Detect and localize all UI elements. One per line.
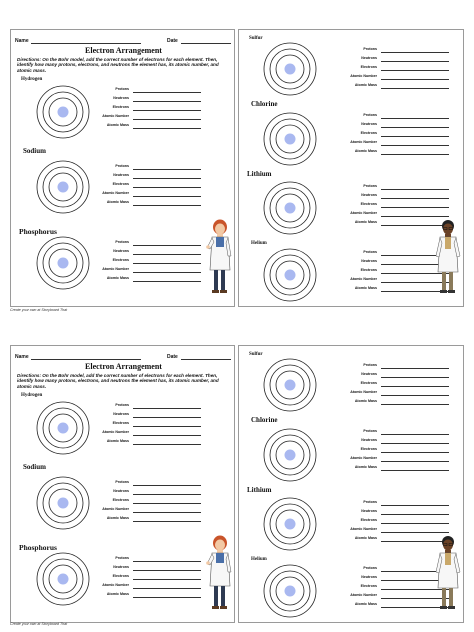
field-label: Protons [115, 556, 129, 560]
field-row-electrons[interactable] [349, 447, 449, 454]
bohr-model-helium[interactable] [263, 248, 317, 302]
field-row-atomic-mass[interactable] [349, 83, 449, 90]
field-row-electrons[interactable] [349, 131, 449, 138]
field-label: Electrons [112, 182, 129, 186]
bohr-model-helium[interactable] [263, 564, 317, 618]
bohr-rings [36, 236, 90, 290]
answer-line[interactable] [381, 523, 449, 524]
scientist-woman-illustration [204, 218, 234, 303]
field-row-protons[interactable] [349, 113, 449, 120]
bohr-rings [263, 181, 317, 235]
field-label: Atomic Number [350, 74, 377, 78]
field-label: Protons [115, 480, 129, 484]
field-label: Protons [363, 363, 377, 367]
field-row-neutrons[interactable] [349, 193, 449, 200]
field-label: Atomic Mass [354, 220, 377, 224]
field-row-atomic-mass[interactable] [101, 276, 201, 283]
field-label: Protons [115, 240, 129, 244]
answer-line[interactable] [133, 512, 201, 513]
field-row-protons[interactable] [101, 164, 201, 171]
answer-line[interactable] [133, 101, 201, 102]
field-label: Atomic Number [350, 277, 377, 281]
field-label: Protons [115, 87, 129, 91]
bohr-model-lithium[interactable] [263, 497, 317, 551]
field-row-protons[interactable] [349, 184, 449, 191]
answer-line[interactable] [133, 588, 201, 589]
answer-line[interactable] [381, 198, 449, 199]
worksheet-right-page [238, 345, 464, 623]
field-label: Protons [115, 164, 129, 168]
answer-line[interactable] [381, 52, 449, 53]
answer-line[interactable] [381, 532, 449, 533]
field-label: Electrons [360, 65, 377, 69]
element-name-sodium: Sodium [23, 463, 46, 471]
answer-line[interactable] [133, 444, 201, 445]
answer-line[interactable] [381, 189, 449, 190]
field-label: Electrons [112, 574, 129, 578]
field-row-protons[interactable] [101, 403, 201, 410]
answer-line[interactable] [381, 79, 449, 80]
bohr-model-sodium[interactable] [36, 160, 90, 214]
answer-line[interactable] [133, 169, 201, 170]
field-row-neutrons[interactable] [349, 438, 449, 445]
element-name-sulfur: Sulfur [249, 36, 263, 41]
answer-line[interactable] [381, 377, 449, 378]
field-label: Neutrons [113, 565, 129, 569]
field-row-atomic-mass[interactable] [349, 149, 449, 156]
field-label: Atomic Mass [106, 123, 129, 127]
field-label: Atomic Mass [106, 516, 129, 520]
answer-line[interactable] [133, 426, 201, 427]
answer-line[interactable] [133, 281, 201, 282]
field-row-protons[interactable] [101, 556, 201, 563]
answer-line[interactable] [381, 118, 449, 119]
date-label: Date [167, 354, 178, 360]
answer-line[interactable] [381, 207, 449, 208]
worksheet-copy-bottom [0, 316, 474, 632]
bohr-rings [263, 564, 317, 618]
directions-text: Directions: On the Bohr model, add the correct number of electrons for each element. Then, identify how many protons, electrons, and neutrons the element has, its atomic number, and atomic mass. [17, 373, 219, 389]
answer-line[interactable] [133, 119, 201, 120]
field-row-atomic-mass[interactable] [101, 123, 201, 130]
field-row-atomic-mass[interactable] [101, 516, 201, 523]
scientist-man-illustration [433, 534, 463, 619]
field-label: Atomic Mass [354, 602, 377, 606]
field-label: Atomic Number [350, 456, 377, 460]
answer-line[interactable] [381, 368, 449, 369]
field-label: Electrons [112, 498, 129, 502]
field-label: Atomic Number [350, 527, 377, 531]
bohr-rings [263, 428, 317, 482]
field-row-neutrons[interactable] [349, 372, 449, 379]
field-label: Protons [363, 47, 377, 51]
answer-line[interactable] [133, 110, 201, 111]
field-label: Electrons [360, 202, 377, 206]
element-name-sodium: Sodium [23, 147, 46, 155]
answer-line[interactable] [133, 205, 201, 206]
answer-line[interactable] [381, 127, 449, 128]
bohr-rings [36, 401, 90, 455]
field-label: Atomic Number [350, 390, 377, 394]
field-row-neutrons[interactable] [349, 56, 449, 63]
field-label: Neutrons [361, 56, 377, 60]
date-line[interactable] [181, 359, 231, 360]
footer-credit: Create your own at Storyboard That [10, 308, 68, 312]
element-name-lithium: Lithium [247, 170, 272, 178]
name-line[interactable] [31, 43, 141, 44]
field-label: Atomic Number [102, 191, 129, 195]
field-row-atomic-number[interactable] [349, 390, 449, 397]
field-row-electrons[interactable] [101, 498, 201, 505]
field-label: Atomic Mass [354, 286, 377, 290]
field-row-atomic-number[interactable] [101, 191, 201, 198]
field-label: Atomic Mass [354, 465, 377, 469]
element-name-sulfur: Sulfur [249, 352, 263, 357]
answer-line[interactable] [133, 187, 201, 188]
date-label: Date [167, 38, 178, 44]
bohr-model-sulfur[interactable] [263, 358, 317, 412]
field-row-protons[interactable] [349, 500, 449, 507]
field-label: Atomic Number [350, 140, 377, 144]
field-row-neutrons[interactable] [101, 249, 201, 256]
bohr-rings [36, 85, 90, 139]
element-name-hydrogen: Hydrogen [21, 393, 43, 398]
field-row-electrons[interactable] [101, 182, 201, 189]
field-row-electrons[interactable] [101, 105, 201, 112]
answer-line[interactable] [133, 245, 201, 246]
field-row-electrons[interactable] [349, 65, 449, 72]
field-label: Electrons [112, 105, 129, 109]
field-label: Protons [115, 403, 129, 407]
field-row-atomic-number[interactable] [349, 527, 449, 534]
bohr-model-chlorine[interactable] [263, 428, 317, 482]
bohr-model-phosphorus[interactable] [36, 552, 90, 606]
element-name-hydrogen: Hydrogen [21, 77, 43, 82]
footer-credit: Create your own at Storyboard That [10, 622, 68, 626]
worksheet-title: Electron Arrangement [85, 362, 162, 371]
answer-line[interactable] [133, 196, 201, 197]
field-row-atomic-mass[interactable] [101, 200, 201, 207]
field-label: Neutrons [361, 193, 377, 197]
worksheet-left-page [10, 345, 235, 623]
field-label: Electrons [360, 268, 377, 272]
answer-line[interactable] [133, 408, 201, 409]
field-label: Atomic Number [350, 593, 377, 597]
bohr-rings [263, 42, 317, 96]
scientist-man-illustration [433, 218, 463, 303]
answer-line[interactable] [381, 70, 449, 71]
field-label: Neutrons [361, 509, 377, 513]
field-row-atomic-number[interactable] [101, 583, 201, 590]
field-row-electrons[interactable] [349, 381, 449, 388]
answer-line[interactable] [381, 145, 449, 146]
bohr-rings [263, 112, 317, 166]
answer-line[interactable] [381, 136, 449, 137]
element-name-phosphorus: Phosphorus [19, 543, 57, 552]
field-label: Neutrons [113, 489, 129, 493]
field-label: Neutrons [113, 173, 129, 177]
field-label: Atomic Mass [106, 592, 129, 596]
field-row-electrons[interactable] [349, 202, 449, 209]
field-row-protons[interactable] [101, 480, 201, 487]
field-label: Protons [363, 184, 377, 188]
field-label: Neutrons [361, 259, 377, 263]
answer-line[interactable] [133, 435, 201, 436]
field-label: Electrons [360, 131, 377, 135]
field-row-protons[interactable] [349, 363, 449, 370]
answer-line[interactable] [381, 443, 449, 444]
answer-line[interactable] [381, 470, 449, 471]
bohr-model-lithium[interactable] [263, 181, 317, 235]
field-row-neutrons[interactable] [101, 565, 201, 572]
field-label: Protons [363, 429, 377, 433]
field-label: Atomic Mass [106, 200, 129, 204]
field-row-neutrons[interactable] [101, 489, 201, 496]
field-label: Neutrons [361, 372, 377, 376]
field-row-atomic-mass[interactable] [101, 439, 201, 446]
answer-line[interactable] [133, 494, 201, 495]
field-row-atomic-mass[interactable] [349, 399, 449, 406]
field-row-protons[interactable] [101, 240, 201, 247]
field-label: Neutrons [113, 96, 129, 100]
field-label: Atomic Mass [106, 276, 129, 280]
worksheet-title: Electron Arrangement [85, 46, 162, 55]
answer-line[interactable] [133, 92, 201, 93]
field-label: Atomic Mass [354, 399, 377, 403]
field-label: Atomic Mass [354, 149, 377, 153]
bohr-model-hydrogen[interactable] [36, 401, 90, 455]
field-label: Electrons [112, 421, 129, 425]
bohr-rings [36, 552, 90, 606]
field-row-atomic-number[interactable] [101, 114, 201, 121]
answer-line[interactable] [381, 404, 449, 405]
answer-line[interactable] [133, 579, 201, 580]
field-row-neutrons[interactable] [101, 173, 201, 180]
field-label: Protons [363, 566, 377, 570]
field-row-atomic-number[interactable] [349, 456, 449, 463]
answer-line[interactable] [133, 485, 201, 486]
answer-line[interactable] [133, 570, 201, 571]
field-label: Atomic Number [102, 583, 129, 587]
element-name-phosphorus: Phosphorus [19, 227, 57, 236]
answer-line[interactable] [381, 88, 449, 89]
field-row-atomic-mass[interactable] [101, 592, 201, 599]
field-label: Electrons [360, 381, 377, 385]
field-row-atomic-number[interactable] [101, 430, 201, 437]
field-row-atomic-number[interactable] [101, 267, 201, 274]
field-row-atomic-number[interactable] [101, 507, 201, 514]
field-label: Atomic Number [102, 507, 129, 511]
field-label: Protons [363, 250, 377, 254]
answer-line[interactable] [133, 561, 201, 562]
field-row-neutrons[interactable] [101, 412, 201, 419]
field-label: Atomic Number [102, 114, 129, 118]
field-row-protons[interactable] [101, 87, 201, 94]
field-label: Electrons [360, 447, 377, 451]
answer-line[interactable] [133, 417, 201, 418]
worksheet-left-page [10, 29, 235, 307]
date-line[interactable] [181, 43, 231, 44]
element-name-chlorine: Chlorine [251, 100, 278, 108]
answer-line[interactable] [381, 386, 449, 387]
answer-line[interactable] [381, 216, 449, 217]
answer-line[interactable] [381, 452, 449, 453]
field-row-atomic-mass[interactable] [349, 465, 449, 472]
bohr-rings [263, 358, 317, 412]
answer-line[interactable] [381, 434, 449, 435]
answer-line[interactable] [133, 521, 201, 522]
field-label: Electrons [112, 258, 129, 262]
bohr-rings [36, 476, 90, 530]
bohr-model-sulfur[interactable] [263, 42, 317, 96]
answer-line[interactable] [133, 263, 201, 264]
bohr-model-sodium[interactable] [36, 476, 90, 530]
field-row-atomic-number[interactable] [349, 140, 449, 147]
field-label: Atomic Number [350, 211, 377, 215]
field-row-electrons[interactable] [101, 421, 201, 428]
answer-line[interactable] [381, 505, 449, 506]
field-row-protons[interactable] [349, 47, 449, 54]
bohr-rings [36, 160, 90, 214]
answer-line[interactable] [381, 395, 449, 396]
answer-line[interactable] [381, 154, 449, 155]
scientist-woman-illustration [204, 534, 234, 619]
worksheet-right-page [238, 29, 464, 307]
name-label: Name [15, 38, 29, 44]
field-label: Atomic Number [102, 267, 129, 271]
field-label: Neutrons [361, 438, 377, 442]
field-row-atomic-number[interactable] [349, 211, 449, 218]
field-label: Atomic Number [102, 430, 129, 434]
directions-text: Directions: On the Bohr model, add the correct number of electrons for each element. Then, identify how many protons, electrons, and neutrons the element has, its atomic number, and atomic mass. [17, 57, 219, 73]
answer-line[interactable] [381, 61, 449, 62]
field-row-neutrons[interactable] [101, 96, 201, 103]
field-label: Neutrons [113, 412, 129, 416]
field-row-atomic-number[interactable] [349, 74, 449, 81]
field-label: Atomic Mass [106, 439, 129, 443]
field-row-electrons[interactable] [101, 258, 201, 265]
field-row-neutrons[interactable] [349, 122, 449, 129]
field-row-neutrons[interactable] [349, 509, 449, 516]
field-label: Atomic Mass [354, 83, 377, 87]
bohr-rings [263, 248, 317, 302]
field-row-protons[interactable] [349, 429, 449, 436]
bohr-model-chlorine[interactable] [263, 112, 317, 166]
name-label: Name [15, 354, 29, 360]
answer-line[interactable] [133, 128, 201, 129]
bohr-model-hydrogen[interactable] [36, 85, 90, 139]
field-row-electrons[interactable] [349, 518, 449, 525]
bohr-model-phosphorus[interactable] [36, 236, 90, 290]
answer-line[interactable] [133, 254, 201, 255]
bohr-rings [263, 497, 317, 551]
field-label: Atomic Mass [354, 536, 377, 540]
answer-line[interactable] [381, 461, 449, 462]
element-name-helium: Helium [251, 241, 267, 246]
answer-line[interactable] [133, 503, 201, 504]
field-row-electrons[interactable] [101, 574, 201, 581]
field-label: Neutrons [113, 249, 129, 253]
answer-line[interactable] [133, 597, 201, 598]
field-label: Protons [363, 113, 377, 117]
answer-line[interactable] [381, 514, 449, 515]
field-label: Neutrons [361, 122, 377, 126]
answer-line[interactable] [133, 272, 201, 273]
element-name-chlorine: Chlorine [251, 416, 278, 424]
field-label: Electrons [360, 584, 377, 588]
element-name-lithium: Lithium [247, 486, 272, 494]
answer-line[interactable] [133, 178, 201, 179]
field-label: Electrons [360, 518, 377, 522]
field-label: Neutrons [361, 575, 377, 579]
field-label: Protons [363, 500, 377, 504]
name-line[interactable] [31, 359, 141, 360]
element-name-helium: Helium [251, 557, 267, 562]
